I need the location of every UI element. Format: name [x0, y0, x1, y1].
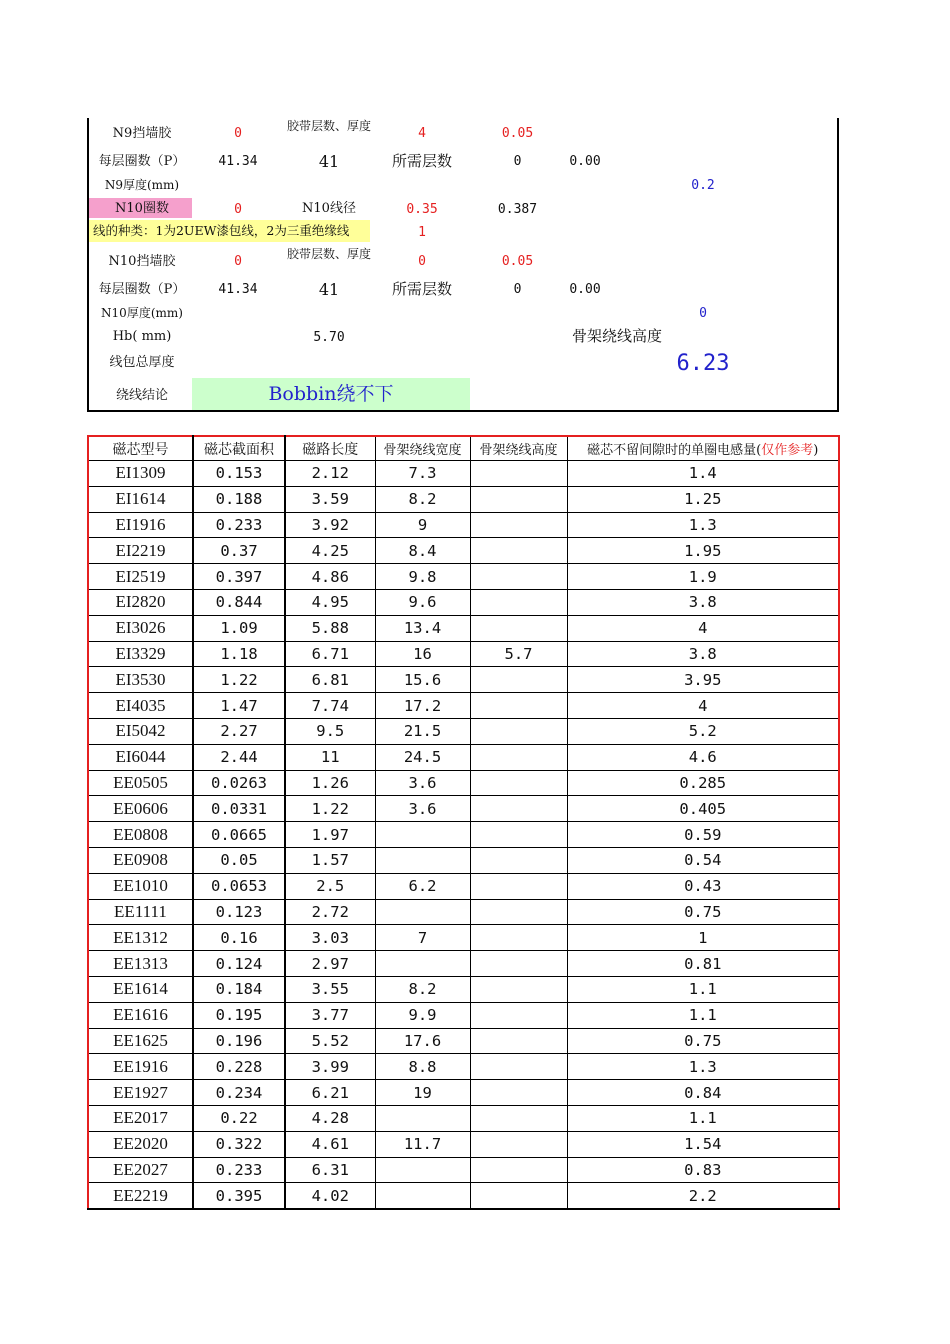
cell-area[interactable]: 0.124 [193, 951, 285, 977]
cell-path-length[interactable]: 3.03 [285, 925, 375, 951]
cell-inductance[interactable]: 4.6 [567, 744, 839, 770]
tape-thickness-value-2[interactable]: 0.05 [501, 254, 534, 269]
bobbin-height-label: 骨架绕线高度 [571, 327, 662, 345]
table-row [88, 486, 839, 512]
winding-calc-block [87, 118, 839, 412]
turns-per-layer-label-2: 每层圈数（P） [98, 282, 186, 297]
cell-bobbin-width[interactable]: 3.6 [375, 796, 470, 822]
cell-bobbin-width[interactable] [375, 1105, 470, 1131]
table-row [88, 847, 839, 873]
cell-path-length[interactable]: 2.72 [285, 899, 375, 925]
cell-bobbin-height[interactable] [470, 538, 567, 564]
cell-path-length[interactable]: 11 [285, 744, 375, 770]
table-row [88, 641, 839, 667]
table-row [88, 925, 839, 951]
block-border [87, 118, 89, 412]
layers-needed-value: 0 [513, 154, 522, 169]
conclusion-value: Bobbin绕不下 [268, 383, 394, 405]
reference-note: 仅作参考 [761, 443, 814, 458]
cell-area[interactable]: 0.188 [193, 486, 285, 512]
cell-bobbin-height[interactable] [470, 925, 567, 951]
cell-area[interactable]: 0.0653 [193, 873, 285, 899]
cell-model[interactable]: EE1010 [88, 873, 193, 899]
cell-bobbin-width[interactable]: 11.7 [375, 1131, 470, 1157]
cell-bobbin-height[interactable] [470, 744, 567, 770]
cell-path-length[interactable]: 9.5 [285, 718, 375, 744]
hb-value: 5.70 [313, 330, 345, 345]
tape-layers-label: 胶带层数、厚度 [286, 119, 371, 133]
n10-thickness-label: N10厚度(mm) [101, 306, 183, 320]
conclusion-label: 绕线结论 [115, 388, 168, 403]
cell-path-length[interactable]: 2.12 [285, 461, 375, 487]
cell-path-length[interactable]: 4.25 [285, 538, 375, 564]
cell-model[interactable]: EI4035 [88, 693, 193, 719]
n10-wire-dia-value[interactable]: 0.35 [406, 202, 438, 217]
table-row [88, 1054, 839, 1080]
cell-bobbin-height[interactable] [470, 461, 567, 487]
col-header-area: 磁芯截面积 [193, 436, 285, 461]
cell-area[interactable]: 0.844 [193, 589, 285, 615]
cell-model[interactable]: EE1614 [88, 976, 193, 1002]
table-row [88, 1002, 839, 1028]
cell-area[interactable]: 1.22 [193, 667, 285, 693]
cell-area[interactable]: 2.27 [193, 718, 285, 744]
cell-inductance[interactable]: 2.2 [567, 1183, 839, 1209]
table-row [88, 744, 839, 770]
table-row [88, 564, 839, 590]
cell-area[interactable]: 1.18 [193, 641, 285, 667]
cell-model[interactable]: EE0808 [88, 822, 193, 848]
cell-path-length[interactable]: 4.86 [285, 564, 375, 590]
core-spec-table [87, 435, 840, 1210]
total-thickness-value: 6.23 [676, 351, 730, 376]
turns-per-layer-label: 每层圈数（P） [98, 154, 186, 169]
cell-bobbin-height[interactable] [470, 951, 567, 977]
inductance-header-tail: ) [813, 443, 819, 458]
cell-path-length[interactable]: 6.71 [285, 641, 375, 667]
cell-bobbin-width[interactable]: 6.2 [375, 873, 470, 899]
cell-bobbin-width[interactable] [375, 847, 470, 873]
cell-path-length[interactable]: 2.5 [285, 873, 375, 899]
table-row [88, 822, 839, 848]
cell-area[interactable]: 0.228 [193, 1054, 285, 1080]
cell-inductance[interactable]: 0.83 [567, 1157, 839, 1183]
cell-inductance[interactable]: 0.405 [567, 796, 839, 822]
cell-bobbin-height[interactable] [470, 1157, 567, 1183]
cell-path-length[interactable]: 1.97 [285, 822, 375, 848]
cell-model[interactable]: EE0908 [88, 847, 193, 873]
cell-path-length[interactable]: 5.52 [285, 1028, 375, 1054]
cell-bobbin-width[interactable]: 9.6 [375, 589, 470, 615]
cell-area[interactable]: 0.16 [193, 925, 285, 951]
cell-model[interactable]: EI1916 [88, 512, 193, 538]
cell-bobbin-height[interactable] [470, 873, 567, 899]
cell-bobbin-width[interactable]: 9.9 [375, 1002, 470, 1028]
cell-inductance[interactable]: 1.54 [567, 1131, 839, 1157]
cell-area[interactable]: 0.233 [193, 1157, 285, 1183]
table-row [88, 538, 839, 564]
cell-bobbin-width[interactable]: 7.3 [375, 461, 470, 487]
cell-model[interactable]: EE1916 [88, 1054, 193, 1080]
table-row [88, 718, 839, 744]
cell-bobbin-width[interactable]: 21.5 [375, 718, 470, 744]
cell-bobbin-height[interactable] [470, 770, 567, 796]
n10-wire-dia-outer: 0.387 [497, 202, 538, 217]
cell-area[interactable]: 0.05 [193, 847, 285, 873]
tape-layers-value[interactable]: 4 [418, 126, 426, 141]
cell-path-length[interactable]: 2.97 [285, 951, 375, 977]
cell-area[interactable]: 0.233 [193, 512, 285, 538]
cell-bobbin-height[interactable] [470, 1028, 567, 1054]
cell-bobbin-width[interactable] [375, 899, 470, 925]
cell-inductance[interactable]: 3.8 [567, 589, 839, 615]
table-header-row [88, 436, 839, 461]
cell-inductance[interactable]: 1.9 [567, 564, 839, 590]
cell-inductance[interactable]: 1.4 [567, 461, 839, 487]
cell-area[interactable]: 0.37 [193, 538, 285, 564]
cell-inductance[interactable]: 0.81 [567, 951, 839, 977]
cell-model[interactable]: EE2027 [88, 1157, 193, 1183]
cell-model[interactable]: EE0606 [88, 796, 193, 822]
cell-inductance[interactable]: 0.75 [567, 899, 839, 925]
cell-model[interactable]: EE0505 [88, 770, 193, 796]
cell-bobbin-width[interactable]: 8.2 [375, 486, 470, 512]
cell-area[interactable]: 0.196 [193, 1028, 285, 1054]
table-row [88, 589, 839, 615]
n10-wire-dia-label: N10线径 [302, 201, 356, 216]
cell-bobbin-width[interactable]: 9 [375, 512, 470, 538]
cell-bobbin-width[interactable]: 8.2 [375, 976, 470, 1002]
n10-wall-tape-value[interactable]: 0 [234, 254, 242, 269]
cell-inductance[interactable]: 1.25 [567, 486, 839, 512]
n9-wall-tape-label: N9挡墙胶 [112, 126, 172, 141]
cell-bobbin-width[interactable] [375, 822, 470, 848]
table-row [88, 1157, 839, 1183]
table-row [88, 1105, 839, 1131]
cell-bobbin-height[interactable] [470, 796, 567, 822]
cell-model[interactable]: EI2820 [88, 589, 193, 615]
cell-area[interactable]: 1.09 [193, 615, 285, 641]
cell-model[interactable]: EI2219 [88, 538, 193, 564]
cell-path-length[interactable]: 5.88 [285, 615, 375, 641]
cell-bobbin-height[interactable] [470, 976, 567, 1002]
cell-model[interactable]: EI1309 [88, 461, 193, 487]
cell-bobbin-width[interactable]: 8.8 [375, 1054, 470, 1080]
cell-model[interactable]: EI5042 [88, 718, 193, 744]
cell-model[interactable]: EI2519 [88, 564, 193, 590]
cell-inductance[interactable]: 5.2 [567, 718, 839, 744]
cell-inductance[interactable]: 1 [567, 925, 839, 951]
table-row [88, 1131, 839, 1157]
cell-inductance[interactable]: 0.43 [567, 873, 839, 899]
cell-path-length[interactable]: 3.55 [285, 976, 375, 1002]
turns-per-layer-value-2: 41.34 [218, 282, 258, 297]
col-header-model: 磁芯型号 [88, 436, 193, 461]
cell-area[interactable]: 0.0263 [193, 770, 285, 796]
n9-wall-tape-value[interactable]: 0 [234, 126, 242, 141]
cell-bobbin-width[interactable]: 9.8 [375, 564, 470, 590]
cell-bobbin-width[interactable] [375, 951, 470, 977]
cell-bobbin-height[interactable] [470, 486, 567, 512]
col-header-bobbin-height: 骨架绕线高度 [470, 436, 567, 461]
cell-bobbin-height[interactable] [470, 512, 567, 538]
table-row [88, 667, 839, 693]
table-row [88, 693, 839, 719]
cell-area[interactable]: 0.123 [193, 899, 285, 925]
cell-bobbin-width[interactable] [375, 1157, 470, 1183]
cell-bobbin-width[interactable]: 19 [375, 1080, 470, 1106]
cell-model[interactable]: EE1625 [88, 1028, 193, 1054]
table-row [88, 976, 839, 1002]
cell-inductance[interactable]: 4 [567, 693, 839, 719]
turns-per-layer-value: 41.34 [218, 154, 258, 169]
cell-bobbin-width[interactable]: 24.5 [375, 744, 470, 770]
cell-path-length[interactable]: 3.99 [285, 1054, 375, 1080]
cell-model[interactable]: EE1312 [88, 925, 193, 951]
cell-path-length[interactable]: 6.21 [285, 1080, 375, 1106]
cell-path-length[interactable]: 4.28 [285, 1105, 375, 1131]
cell-inductance[interactable]: 1.1 [567, 976, 839, 1002]
cell-inductance[interactable]: 1.1 [567, 1105, 839, 1131]
cell-path-length[interactable]: 6.31 [285, 1157, 375, 1183]
cell-bobbin-height[interactable] [470, 1080, 567, 1106]
n9-thickness-value: 0.2 [691, 178, 715, 193]
cell-area[interactable]: 0.184 [193, 976, 285, 1002]
cell-inductance[interactable]: 0.59 [567, 822, 839, 848]
cell-path-length[interactable]: 7.74 [285, 693, 375, 719]
table-row [88, 512, 839, 538]
layers-needed-value-2: 0 [513, 282, 522, 297]
n10-thickness-value: 0 [699, 306, 707, 321]
cell-bobbin-width[interactable]: 13.4 [375, 615, 470, 641]
cell-area[interactable]: 0.395 [193, 1183, 285, 1209]
cell-area[interactable]: 0.0665 [193, 822, 285, 848]
cell-bobbin-height[interactable] [470, 899, 567, 925]
cell-inductance[interactable]: 3.95 [567, 667, 839, 693]
cell-model[interactable]: EI3530 [88, 667, 193, 693]
cell-model[interactable]: EE2017 [88, 1105, 193, 1131]
layers-needed-decimal: 0.00 [569, 154, 601, 169]
cell-bobbin-height[interactable] [470, 847, 567, 873]
cell-model[interactable]: EI3026 [88, 615, 193, 641]
cell-area[interactable]: 0.397 [193, 564, 285, 590]
cell-area[interactable]: 2.44 [193, 744, 285, 770]
n10-turns-label: N10圈数 [115, 201, 169, 216]
cell-model[interactable]: EE1927 [88, 1080, 193, 1106]
table-row [88, 796, 839, 822]
cell-bobbin-width[interactable] [375, 1183, 470, 1209]
cell-inductance[interactable]: 3.8 [567, 641, 839, 667]
cell-model[interactable]: EI1614 [88, 486, 193, 512]
layers-needed-label-2: 所需层数 [391, 280, 452, 298]
cell-model[interactable]: EE2020 [88, 1131, 193, 1157]
cell-path-length[interactable]: 6.81 [285, 667, 375, 693]
cell-path-length[interactable]: 4.61 [285, 1131, 375, 1157]
cell-model[interactable]: EE1111 [88, 899, 193, 925]
cell-inductance[interactable]: 4 [567, 615, 839, 641]
cell-model[interactable]: EI3329 [88, 641, 193, 667]
cell-bobbin-height[interactable] [470, 589, 567, 615]
n9-thickness-label: N9厚度(mm) [104, 178, 180, 192]
cell-area[interactable]: 1.47 [193, 693, 285, 719]
cell-bobbin-height[interactable] [470, 693, 567, 719]
cell-model[interactable]: EE2219 [88, 1183, 193, 1209]
cell-path-length[interactable]: 3.59 [285, 486, 375, 512]
cell-path-length[interactable]: 1.22 [285, 796, 375, 822]
table-row [88, 873, 839, 899]
table-row [88, 899, 839, 925]
inductance-header-text: 磁芯不留间隙时的单圈电感量( [587, 443, 762, 458]
table-row [88, 461, 839, 487]
cell-inductance[interactable]: 1.1 [567, 1002, 839, 1028]
cell-path-length[interactable]: 1.57 [285, 847, 375, 873]
cell-inductance[interactable]: 1.95 [567, 538, 839, 564]
cell-area[interactable]: 0.234 [193, 1080, 285, 1106]
cell-bobbin-width[interactable]: 16 [375, 641, 470, 667]
cell-area[interactable]: 0.0331 [193, 796, 285, 822]
cell-bobbin-height[interactable]: 5.7 [470, 641, 567, 667]
turns-per-layer-int-2: 41 [318, 280, 340, 299]
cell-path-length[interactable]: 1.26 [285, 770, 375, 796]
cell-bobbin-width[interactable]: 7 [375, 925, 470, 951]
cell-bobbin-height[interactable] [470, 667, 567, 693]
cell-bobbin-height[interactable] [470, 1183, 567, 1209]
table-row [88, 770, 839, 796]
table-row [88, 1080, 839, 1106]
cell-model[interactable]: EI6044 [88, 744, 193, 770]
cell-bobbin-width[interactable]: 15.6 [375, 667, 470, 693]
cell-bobbin-height[interactable] [470, 1131, 567, 1157]
cell-inductance[interactable]: 0.54 [567, 847, 839, 873]
cell-path-length[interactable]: 3.92 [285, 512, 375, 538]
layers-needed-decimal-2: 0.00 [569, 282, 601, 297]
col-header-bobbin-width: 骨架绕线宽度 [375, 436, 470, 461]
hb-label: Hb( mm) [112, 329, 172, 344]
block-border [87, 410, 839, 412]
total-thickness-label: 线包总厚度 [109, 355, 175, 370]
table-row [88, 951, 839, 977]
cell-bobbin-height[interactable] [470, 1002, 567, 1028]
cell-area[interactable]: 0.22 [193, 1105, 285, 1131]
cell-area[interactable]: 0.322 [193, 1131, 285, 1157]
cell-inductance[interactable]: 0.285 [567, 770, 839, 796]
cell-path-length[interactable]: 3.77 [285, 1002, 375, 1028]
cell-bobbin-height[interactable] [470, 718, 567, 744]
table-row [88, 615, 839, 641]
wire-type-note: 线的种类：1为2UEW漆包线，2为三重绝缘线 [93, 223, 350, 238]
tape-layers-label-2: 胶带层数、厚度 [286, 247, 371, 261]
turns-per-layer-int: 41 [318, 152, 340, 171]
cell-inductance[interactable]: 1.3 [567, 512, 839, 538]
n10-turns-value[interactable]: 0 [234, 202, 242, 217]
tape-thickness-value[interactable]: 0.05 [501, 126, 534, 141]
table-row [88, 1028, 839, 1054]
n10-wall-tape-label: N10挡墙胶 [108, 254, 176, 269]
cell-bobbin-width[interactable]: 17.2 [375, 693, 470, 719]
cell-path-length[interactable]: 4.95 [285, 589, 375, 615]
cell-inductance[interactable]: 1.3 [567, 1054, 839, 1080]
table-row [88, 1183, 839, 1209]
cell-bobbin-height[interactable] [470, 564, 567, 590]
cell-model[interactable]: EE1616 [88, 1002, 193, 1028]
layers-needed-label: 所需层数 [391, 152, 452, 170]
cell-bobbin-height[interactable] [470, 1054, 567, 1080]
tape-layers-value-2[interactable]: 0 [418, 254, 426, 269]
col-header-inductance [567, 436, 839, 461]
cell-path-length[interactable]: 4.02 [285, 1183, 375, 1209]
col-header-path-length: 磁路长度 [285, 436, 375, 461]
cell-bobbin-width[interactable]: 17.6 [375, 1028, 470, 1054]
cell-model[interactable]: EE1313 [88, 951, 193, 977]
block-border [837, 118, 839, 412]
cell-bobbin-width[interactable]: 8.4 [375, 538, 470, 564]
cell-bobbin-height[interactable] [470, 822, 567, 848]
cell-inductance[interactable]: 0.84 [567, 1080, 839, 1106]
cell-area[interactable]: 0.195 [193, 1002, 285, 1028]
wire-type-value[interactable]: 1 [418, 225, 426, 240]
cell-bobbin-height[interactable] [470, 615, 567, 641]
cell-bobbin-width[interactable]: 3.6 [375, 770, 470, 796]
cell-inductance[interactable]: 0.75 [567, 1028, 839, 1054]
cell-area[interactable]: 0.153 [193, 461, 285, 487]
cell-bobbin-height[interactable] [470, 1105, 567, 1131]
